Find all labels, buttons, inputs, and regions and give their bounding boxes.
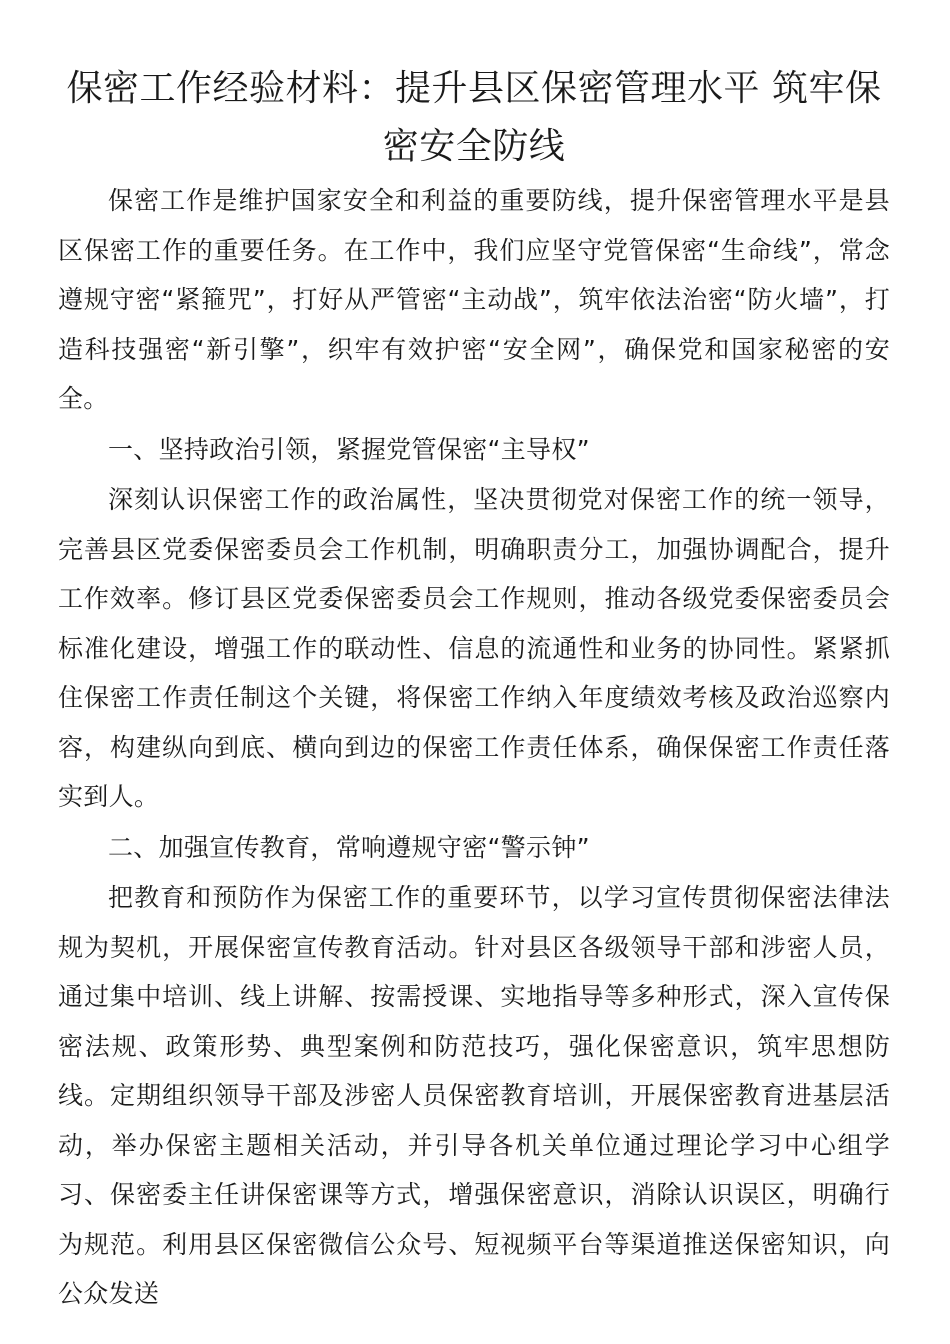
document-page (58, 60, 890, 1319)
section-1-paragraph: 深刻认识保密工作的政治属性，坚决贯彻党对保密工作的统一领导，完善县区党委保密委员会工作机制，明确职责分工，加强协调配合，提升工作效率。修订县区党委保密委员会工作规则，推动各级党委保密委员会标准化建设，增强工作的联动性、信息的流通性和业务的协同性。紧紧抓住保密工作责任制这个关键，将保密工作纳入年度绩效考核及政治巡察内容，构建纵向到底、横向到边的保密工作责任体系，确保保密工作责任落实到人。 (58, 485, 890, 811)
section-2-heading: 二、加强宣传教育，常响遵规守密“警示钟” (108, 832, 590, 862)
section-1-heading: 一、坚持政治引领，紧握党管保密“主导权” (108, 434, 590, 464)
section-2-paragraph: 把教育和预防作为保密工作的重要环节，以学习宣传贯彻保密法律法规为契机，开展保密宣传教育活动。针对县区各级领导干部和涉密人员，通过集中培训、线上讲解、按需授课、实地指导等多种形式，深入宣传保密法规、政策形势、典型案例和防范技巧，强化保密意识，筑牢思想防线。定期组织领导干部及涉密人员保密教育培训，开展保密教育进基层活动，举办保密主题相关活动，并引导各机关单位通过理论学习中心组学习、保密委主任讲保密课等方式，增强保密意识，消除认识误区，明确行为规范。利用县区保密微信公众号、短视频平台等渠道推送保密知识，向公众发送 (58, 883, 890, 1308)
intro-paragraph: 保密工作是维护国家安全和利益的重要防线，提升保密管理水平是县区保密工作的重要任务。在工作中，我们应坚守党管保密“生命线”，常念遵规守密“紧箍咒”，打好从严管密“主动战”，筑牢依法治密“防火墙”，打造科技强密“新引擎”，织牢有效护密“安全网”，确保党和国家秘密的安全。 (58, 186, 890, 413)
document-title: 保密工作经验材料：提升县区保密管理水平 筑牢保密安全防线 (66, 68, 882, 167)
